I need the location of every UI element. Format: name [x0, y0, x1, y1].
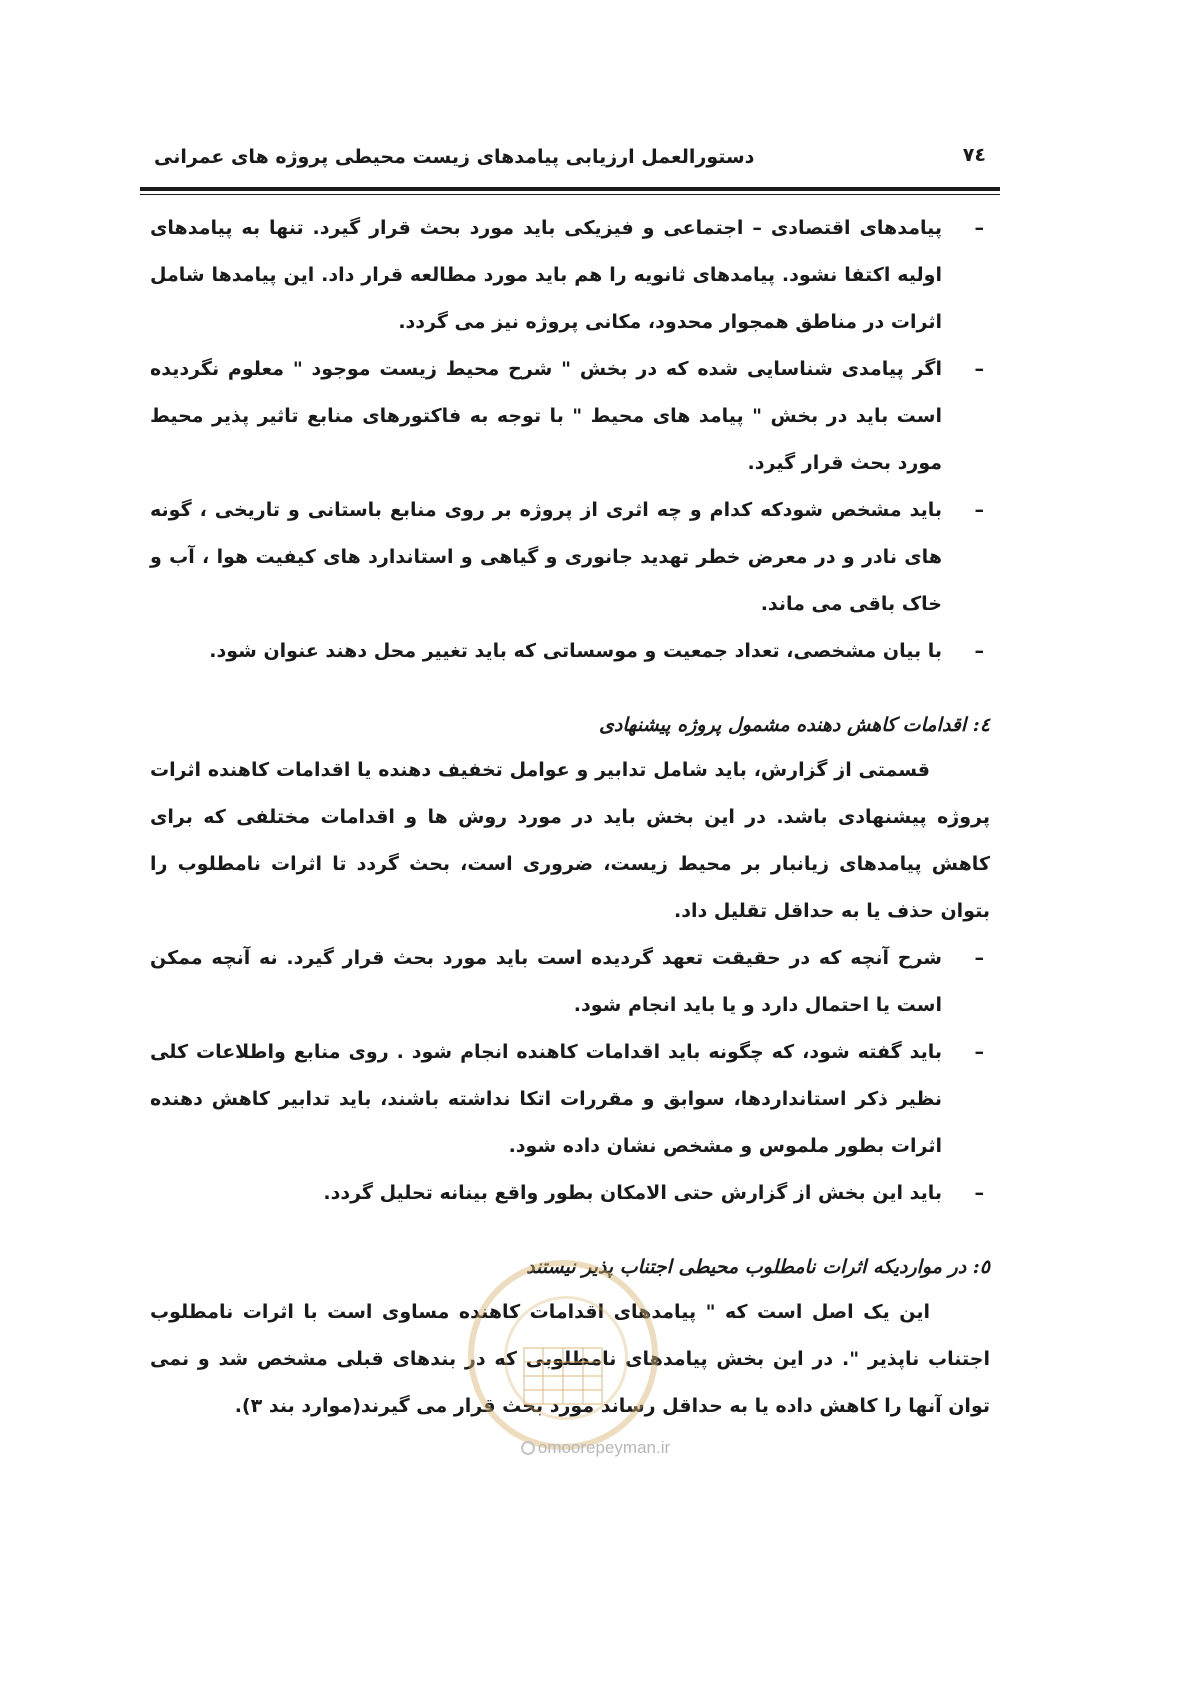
at-icon [521, 1441, 535, 1455]
header-title: دستورالعمل ارزیابی پیامدهای زیست محیطی پروژه های عمرانی [154, 146, 755, 168]
list-item: – با بیان مشخصی، تعداد جمعیت و موسساتی که باید تغییر محل دهند عنوان شود. [150, 628, 990, 675]
section-paragraph-4: قسمتی از گزارش، باید شامل تدابیر و عوامل تخفیف دهنده یا اقدامات کاهنده اثرات پروژه پیشنهادی باشد. در این بخش باید در مورد روش ها و اقدامات مختلفی که برای کاهش پیامدهای زیانبار بر محیط زیست، ضروری است، بحث گردد تا اثرات نامطلوب را بتوان حذف یا به حداقل تقلیل داد. [150, 759, 990, 922]
list-item: – باید گفته شود، که چگونه باید اقدامات کاهنده انجام شود . روی منابع واطلاعات کلی نظیر ذکر استانداردها، سوابق و مقررات اتکا نداشته باشند، باید تدابیر کاهش دهنده اثرات بطور ملموس و مشخص نشان داده شود. [150, 1029, 990, 1170]
header-rule-thin [140, 194, 1000, 195]
section-heading-5: ٥: در مواردیکه اثرات نامطلوب محیطی اجتناب پذیر نیستند [526, 1256, 990, 1278]
list-item: – اگر پیامدی شناسایی شده که در بخش " شرح محیط زیست موجود " معلوم نگردیده است باید در بخش " پیامد های محیط " با توجه به فاکتورهای منابع تاثیر پذیر محیط مورد بحث قرار گیرد. [150, 346, 990, 487]
running-header [140, 142, 1000, 182]
page-number: ۷٤ [962, 144, 986, 166]
watermark-url [0, 1438, 1191, 1458]
list-item: – شرح آنچه که در حقیقت تعهد گردیده است باید مورد بحث قرار گیرد. نه آنچه ممکن است یا احتمال دارد و یا باید انجام شود. [150, 935, 990, 1029]
watermark-url-text: omoorepeyman.ir [537, 1438, 671, 1457]
section-heading-4: ٤: اقدامات کاهش دهنده مشمول پروژه پیشنهادی [599, 714, 990, 736]
header-rule-thick [140, 187, 1000, 191]
bullet-list-mitigation [150, 935, 990, 1217]
list-item: – پیامدهای اقتصادی – اجتماعی و فیزیکی باید مورد بحث قرار گیرد. تنها به پیامدهای اولیه اکتفا نشود. پیامدهای ثانویه را هم باید مورد مطالعه قرار داد. این پیامدها شامل اثرات در مناطق همجوار محدود، مکانی پروژه نیز می گردد. [150, 205, 990, 346]
bullet-list-impacts [150, 205, 990, 675]
section-paragraph-5: این یک اصل است که " پیامدهای اقدامات کاهنده مساوی است با اثرات نامطلوب اجتناب ناپذیر ". در این بخش پیامدهای نامطلوبی که در بندهای قبلی مشخص شد و نمی توان آنها را کاهش داده یا به حداقل رساند مورد بحث قرار می گیرند(موارد بند ۳). [150, 1301, 990, 1417]
list-item: – باید مشخص شودکه کدام و چه اثری از پروژه بر روی منابع باستانی و تاریخی ، گونه های نادر و در معرض خطر تهدید جانوری و گیاهی و استاندارد های کیفیت هوا ، آب و خاک باقی می ماند. [150, 487, 990, 628]
body-content [150, 205, 990, 1430]
list-item: – باید این بخش از گزارش حتی الامکان بطور واقع بینانه تحلیل گردد. [150, 1170, 990, 1217]
